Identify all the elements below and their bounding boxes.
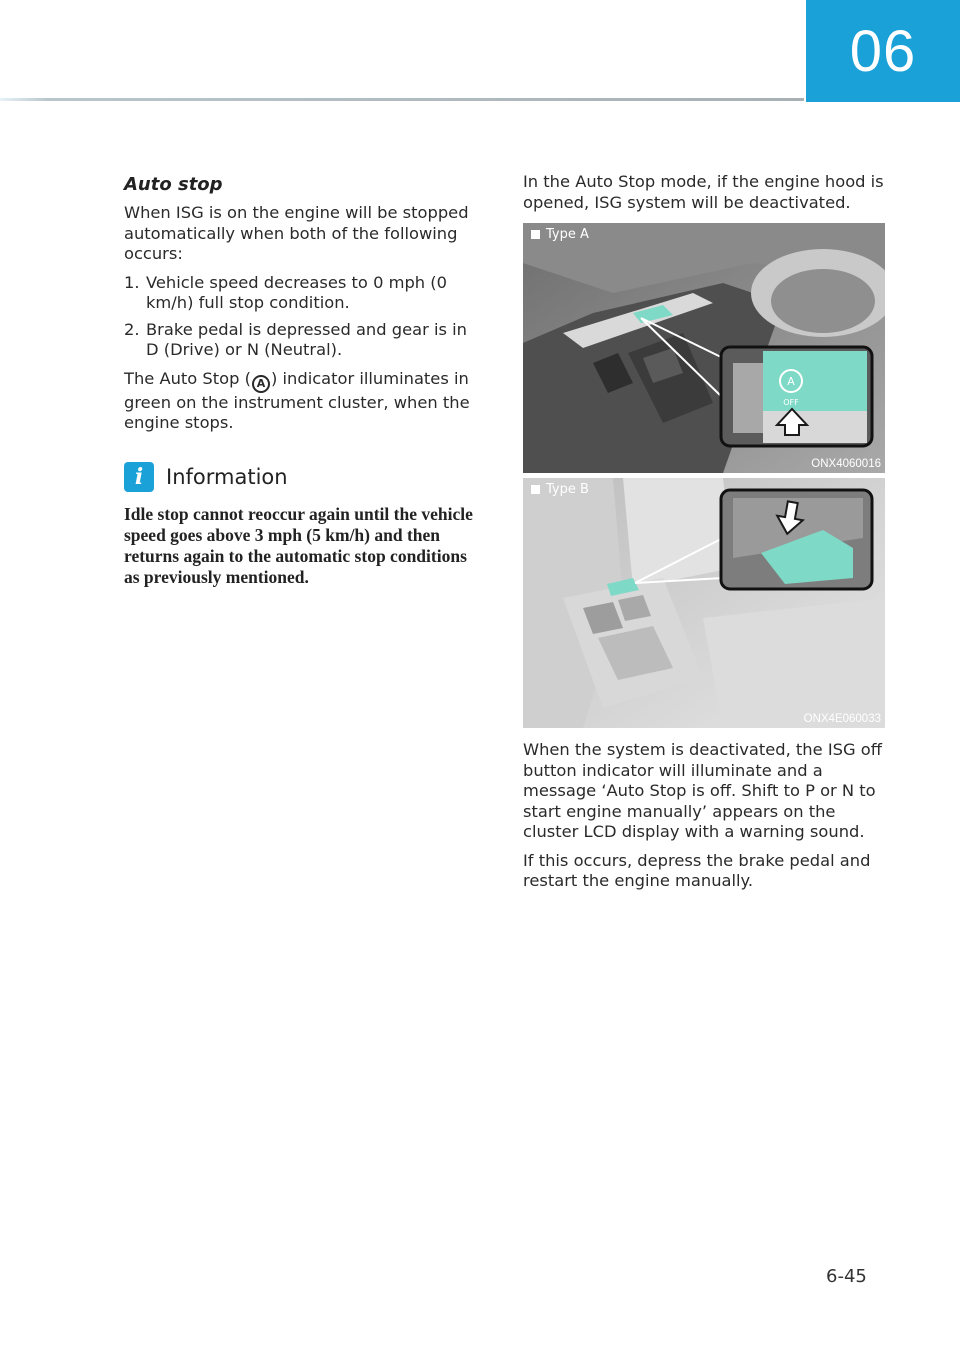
figure-type-b bbox=[523, 478, 885, 728]
condition-list bbox=[124, 273, 480, 361]
figure-type-a bbox=[523, 223, 885, 473]
section-heading: Auto stop bbox=[124, 174, 223, 195]
figure-b-code: ONX4E060033 bbox=[803, 713, 881, 725]
svg-text:OFF: OFF bbox=[783, 398, 799, 407]
chapter-tab bbox=[806, 0, 960, 102]
figure-b-type-label: Type B bbox=[531, 482, 589, 497]
svg-text:A: A bbox=[787, 375, 795, 388]
figure-a-type-label: Type A bbox=[531, 227, 589, 242]
information-text: Idle stop cannot reoccur again until the vehicle speed goes above 3 mph (5 km/h) and then returns again to the automatic stop conditions as previously mentioned. bbox=[124, 503, 473, 587]
list-item: 1. Vehicle speed decreases to 0 mph (0 km/h) full stop condition. bbox=[124, 272, 448, 312]
information-box bbox=[124, 462, 480, 588]
type-a-illustration bbox=[523, 223, 885, 473]
chapter-number: 06 bbox=[849, 18, 917, 84]
information-icon: i bbox=[124, 462, 154, 492]
page-number: 6-45 bbox=[826, 1266, 867, 1287]
right-column bbox=[523, 172, 885, 900]
figure-a-code: ONX4060016 bbox=[811, 458, 881, 470]
restart-paragraph: If this occurs, depress the brake pedal and restart the engine manually. bbox=[523, 850, 871, 890]
list-item: 2. Brake pedal is depressed and gear is in D (Drive) or N (Neutral). bbox=[124, 319, 467, 359]
auto-stop-icon: A bbox=[252, 375, 270, 393]
information-title: Information bbox=[166, 464, 288, 489]
type-b-illustration bbox=[523, 478, 885, 728]
indicator-paragraph: The Auto Stop ( A ) indicator illuminates in green on the instrument cluster, when the engine stops. bbox=[124, 368, 470, 433]
header-rule bbox=[0, 98, 804, 101]
hood-open-paragraph: In the Auto Stop mode, if the engine hood is opened, ISG system will be deactivated. bbox=[523, 172, 884, 212]
left-column bbox=[124, 172, 480, 588]
auto-stop-intro: When ISG is on the engine will be stopped automatically when both of the following occurs: bbox=[124, 203, 469, 263]
deactivated-paragraph: When the system is deactivated, the ISG off button indicator will illuminate and a message ‘Auto Stop is off. Shift to P or N to start engine manually’ appears on the cluster LCD display with a warning sound. bbox=[523, 740, 882, 841]
